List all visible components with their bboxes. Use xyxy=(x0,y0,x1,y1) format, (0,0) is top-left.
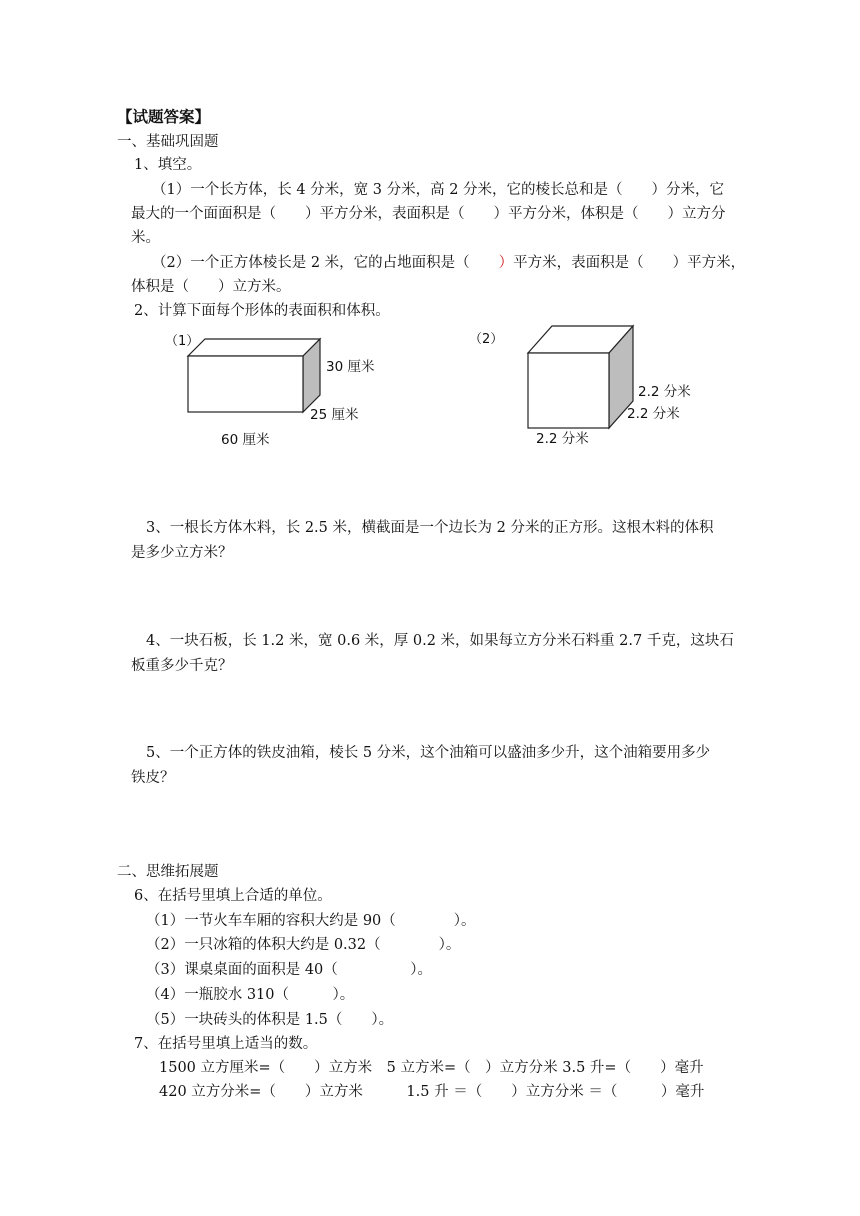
q1-part2-text-b: 平方米，表面积是（ ）平方米， xyxy=(513,255,746,271)
q7-label: 7、在括号里填上适当的数。 xyxy=(134,1036,318,1052)
q2-figures xyxy=(0,0,860,470)
q6-item-1: （1）一节火车车厢的容积大约是 90（ ）。 xyxy=(146,913,476,929)
q7-row-1: 1500 立方厘米=（ ）立方米 5 立方米=（ ）立方分米 3.5 升=（ ）毫升 xyxy=(159,1060,704,1076)
cube-front-face xyxy=(528,353,609,428)
cuboid-depth-label: 25 厘米 xyxy=(310,407,359,423)
q6-item-4: （4）一瓶胶水 310（ ）。 xyxy=(146,987,355,1003)
q4-line2: 板重多少千克？ xyxy=(131,658,233,674)
cube-figure xyxy=(528,326,633,428)
figure1-tag: （1） xyxy=(165,334,200,349)
q5-line1: 5、一个正方体的铁皮油箱，棱长 5 分米，这个油箱可以盛油多少升，这个油箱要用多少 xyxy=(146,745,711,761)
q1-part1-line2: 最大的一个面面积是（ ）平方分米，表面积是（ ）平方分米，体积是（ ）立方分 xyxy=(131,206,726,222)
q1-part2-text-a: （2）一个正方体棱长是 2 米，它的占地面积是（ xyxy=(152,255,499,271)
cube-length-label: 2.2 分米 xyxy=(536,431,589,447)
cuboid-top-face xyxy=(188,339,320,356)
cuboid-length-label: 60 厘米 xyxy=(221,432,270,448)
cube-height-label: 2.2 分米 xyxy=(638,384,691,400)
q2-label: 2、计算下面每个形体的表面积和体积。 xyxy=(134,303,390,319)
q3-line1: 3、一根长方体木料，长 2.5 米，横截面是一个边长为 2 分米的正方形。这根木料的体积 xyxy=(146,520,714,536)
cube-depth-label: 2.2 分米 xyxy=(627,406,680,422)
q6-item-3: （3）课桌桌面的面积是 40（ ）。 xyxy=(146,962,433,978)
q1-label: 1、填空。 xyxy=(134,157,202,173)
page-heading: 【试题答案】 xyxy=(117,108,211,126)
cuboid-height-label: 30 厘米 xyxy=(326,359,375,375)
section-2-title: 二、思维拓展题 xyxy=(117,864,219,880)
figure2-tag: （2） xyxy=(469,332,504,347)
q3-line2: 是多少立方米？ xyxy=(131,545,233,561)
section-1-title: 一、基础巩固题 xyxy=(117,134,219,150)
q1-part2-line2: 体积是（ ）立方米。 xyxy=(131,279,291,295)
q1-part1-line1: （1）一个长方体，长 4 分米，宽 3 分米，高 2 分米，它的棱长总和是（ ）分米，它 xyxy=(152,182,725,198)
q6-item-5: （5）一块砖头的体积是 1.5（ ）。 xyxy=(146,1012,394,1028)
q1-part1-line3: 米。 xyxy=(131,230,160,246)
q4-line1: 4、一块石板，长 1.2 米，宽 0.6 米，厚 0.2 米，如果每立方分米石料重 2.7 千克，这块石 xyxy=(146,633,734,649)
q6-item-2: （2）一只冰箱的体积大约是 0.32（ ）。 xyxy=(146,937,461,953)
cuboid-front-face xyxy=(188,356,303,412)
q6-label: 6、在括号里填上合适的单位。 xyxy=(134,888,332,904)
red-paren: ） xyxy=(498,255,514,271)
q5-line2: 铁皮？ xyxy=(131,770,175,786)
q7-row-2: 420 立方分米=（ ）立方米 1.5 升 ＝（ ）立方分米 ＝（ ）毫升 xyxy=(159,1084,705,1100)
cuboid-figure xyxy=(188,339,320,412)
